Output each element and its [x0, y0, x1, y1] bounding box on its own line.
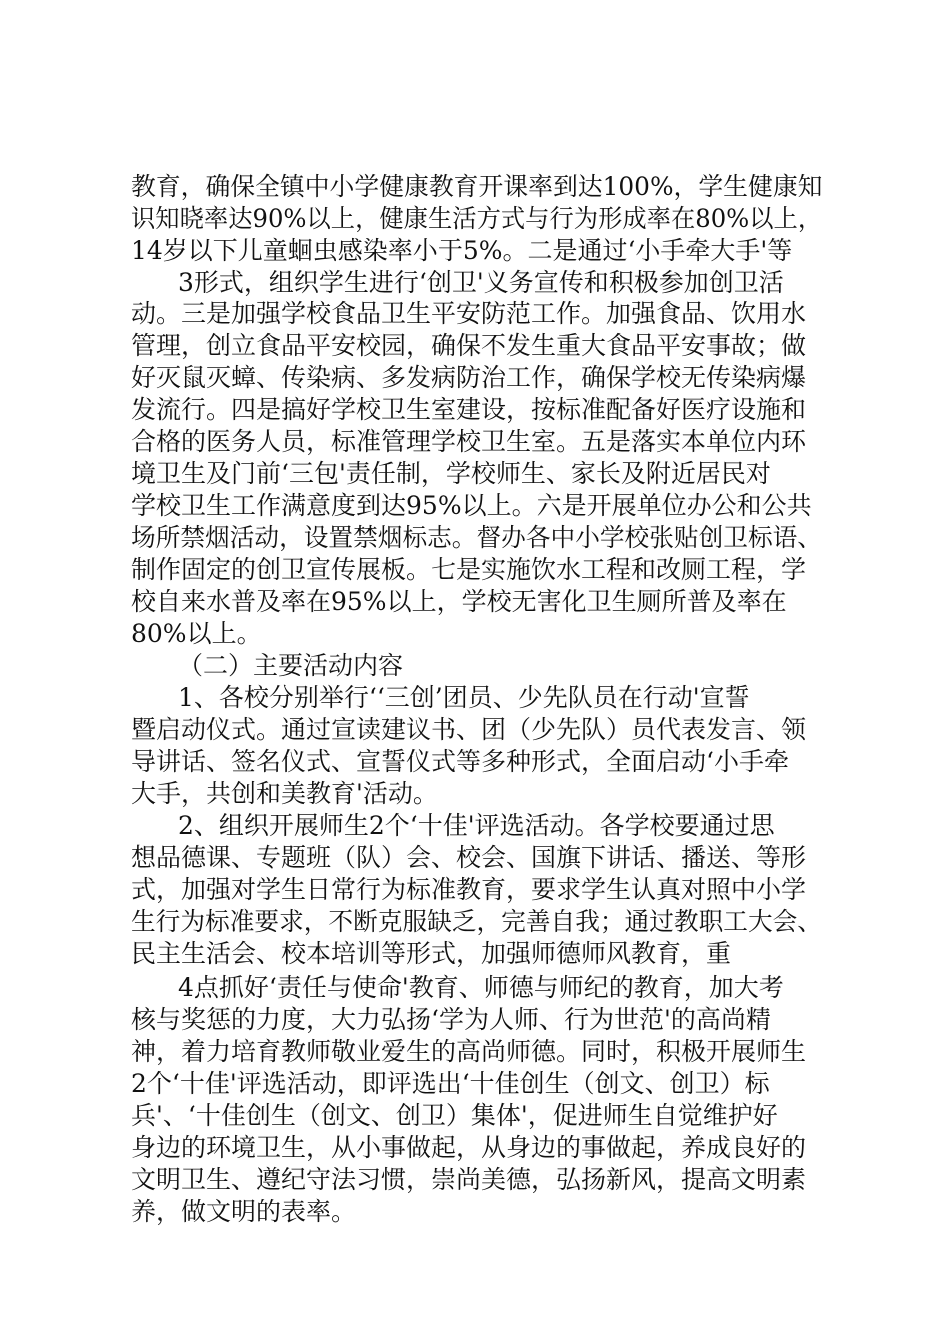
- text-line: 文明卫生、遵纪守法习惯，崇尚美德，弘扬新风，提高文明素: [131, 1165, 807, 1194]
- text-line: 核与奖惩的力度，大力弘扬‘学为人师、行为世范'的高尚精: [131, 1005, 771, 1034]
- text-line: 4点抓好‘责任与使命'教育、师德与师纪的教育，加大考: [178, 973, 784, 1002]
- text-line: 合格的医务人员，标准管理学校卫生室。五是落实本单位内环: [131, 427, 807, 456]
- text-line: 场所禁烟活动，设置禁烟标志。督办各中小学校张贴创卫标语、: [131, 523, 822, 552]
- text-line: 发流行。四是搞好学校卫生室建设，按标准配备好医疗设施和: [131, 395, 807, 424]
- text-line: 动。三是加强学校食品卫生平安防范工作。加强食品、饮用水: [131, 299, 807, 328]
- text-line: 身边的环境卫生，从小事做起，从身边的事做起，养成良好的: [131, 1133, 807, 1162]
- text-line: 好灭鼠灭蟑、传染病、多发病防治工作，确保学校无传染病爆: [131, 363, 807, 392]
- text-line: 教育，确保全镇中小学健康教育开课率到达100%，学生健康知: [131, 172, 823, 201]
- text-line: 识知晓率达90%以上，健康生活方式与行为形成率在80%以上，: [131, 204, 823, 233]
- text-line: 境卫生及门前‘三包'责任制，学校师生、家长及附近居民对: [131, 459, 771, 488]
- text-line: 3形式，组织学生进行‘创卫'义务宣传和积极参加创卫活: [178, 268, 784, 297]
- text-line: 制作固定的创卫宣传展板。七是实施饮水工程和改厕工程，学: [131, 555, 807, 584]
- text-line: 暨启动仪式。通过宣读建议书、团（少先队）员代表发言、领: [131, 715, 807, 744]
- text-line: 1、各校分别举行‘‘三创’团员、少先队员在行动'宣誓: [178, 683, 750, 712]
- text-line: 学校卫生工作满意度到达95%以上。六是开展单位办公和公共: [131, 491, 812, 520]
- text-line: 式，加强对学生日常行为标准教育，要求学生认真对照中小学: [131, 875, 807, 904]
- section-heading: （二）主要活动内容: [178, 651, 404, 680]
- text-line: 80%以上。: [131, 619, 262, 648]
- text-line: 2个‘十佳'评选活动，即评选出‘十佳创生（创文、创卫）标: [131, 1069, 770, 1098]
- text-line: 生行为标准要求，不断克服缺乏，完善自我；通过教职工大会、: [131, 907, 822, 936]
- text-line: 大手，共创和美教育'活动。: [131, 779, 438, 808]
- text-line: 兵'、‘十佳创生（创文、创卫）集体'，促进师生自觉维护好: [131, 1101, 778, 1130]
- text-line: 民主生活会、校本培训等形式，加强师德师风教育，重: [131, 939, 732, 968]
- text-line: 养，做文明的表率。: [131, 1197, 357, 1226]
- text-line: 14岁以下儿童蛔虫感染率小于5%。二是通过‘小手牵大手'等: [131, 236, 793, 265]
- text-line: 2、组织开展师生2个‘十佳'评选活动。各学校要通过思: [178, 811, 775, 840]
- text-line: 校自来水普及率在95%以上，学校无害化卫生厕所普及率在: [131, 587, 787, 616]
- text-line: 想品德课、专题班（队）会、校会、国旗下讲话、播送、等形: [131, 843, 807, 872]
- text-line: 神，着力培育教师敬业爱生的高尚师德。同时，积极开展师生: [131, 1037, 807, 1066]
- text-line: 导讲话、签名仪式、宣誓仪式等多种形式，全面启动‘小手牵: [131, 747, 789, 776]
- text-line: 管理，创立食品平安校园，确保不发生重大食品平安事故；做: [131, 331, 807, 360]
